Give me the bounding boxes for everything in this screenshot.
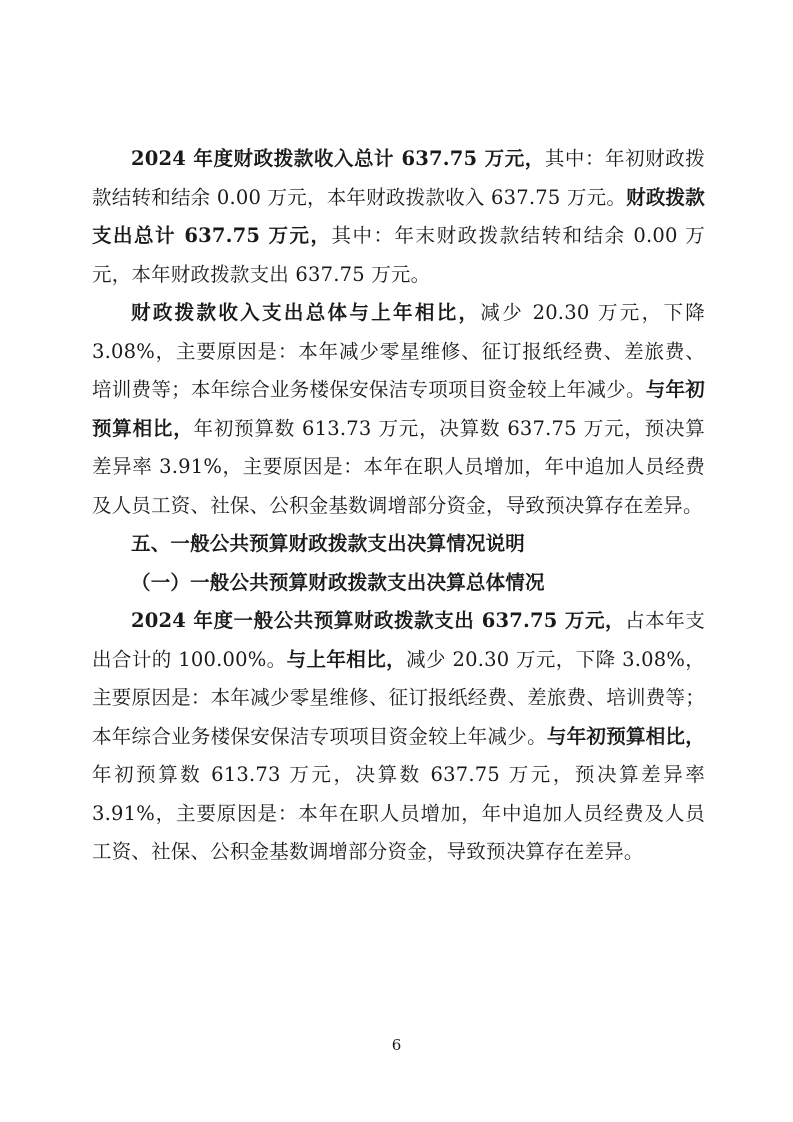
text-run: 占本年支出合计的 100.00%。 bbox=[92, 609, 705, 671]
text-run: 减少 20.30 万元，下降 3.08%，主要原因是：本年减少零星维修、征订报纸经费、差旅费、培训费等；本年综合业务楼保安保洁专项项目资金较上年减少。 bbox=[92, 301, 706, 401]
emphasized-text-run: 与上年相比， bbox=[286, 647, 407, 671]
text-run: 其中：年末财政拨款结转和结余 0.00 万元，本年财政拨款支出 637.75 万元。 bbox=[92, 224, 706, 286]
text-run: 年初预算数 613.73 万元，决算数 637.75 万元，预决算差异率 3.91%，主要原因是：本年在职人员增加，年中追加人员经费及人员工资、社保、公积金基数调增部分资金，导致预决算存在差异。 bbox=[92, 416, 705, 517]
section-subheading bbox=[92, 564, 705, 603]
emphasized-text-run: 财政拨款收入支出总体与上年相比， bbox=[131, 301, 481, 324]
document-body bbox=[92, 140, 705, 872]
body-paragraph bbox=[92, 294, 705, 525]
section-heading bbox=[92, 525, 705, 564]
body-paragraph bbox=[92, 602, 705, 872]
emphasized-text-run: 与年初预算相比， bbox=[546, 724, 705, 748]
emphasized-text-run: 与年初预算相比， bbox=[92, 378, 705, 440]
emphasized-text-run: （一）一般公共预算财政拨款支出决算总体情况 bbox=[131, 570, 545, 594]
emphasized-text-run: 五、一般公共预算财政拨款支出决算情况说明 bbox=[131, 532, 526, 555]
page-number: 6 bbox=[391, 1036, 402, 1054]
body-paragraph bbox=[92, 140, 705, 294]
text-run: 其中：年初财政拨款结转和结余 0.00 万元，本年财政拨款收入 637.75 万元。 bbox=[92, 147, 705, 209]
emphasized-text-run: 财政拨款支出总计 637.75 万元， bbox=[92, 185, 705, 247]
text-run: 年初预算数 613.73 万元，决算数 637.75 万元，预决算差异率 3.91%，主要原因是：本年在职人员增加，年中追加人员经费及人员工资、社保、公积金基数调增部分资金，导致预决算存在差异。 bbox=[92, 763, 705, 863]
text-run: 减少 20.30 万元，下降 3.08%，主要原因是：本年减少零星维修、征订报纸经费、差旅费、培训费等；本年综合业务楼保安保洁专项项目资金较上年减少。 bbox=[92, 647, 705, 748]
emphasized-text-run: 2024 年度一般公共预算财政拨款支出 637.75 万元， bbox=[131, 609, 626, 632]
emphasized-text-run: 2024 年度财政拨款收入总计 637.75 万元， bbox=[131, 147, 545, 170]
